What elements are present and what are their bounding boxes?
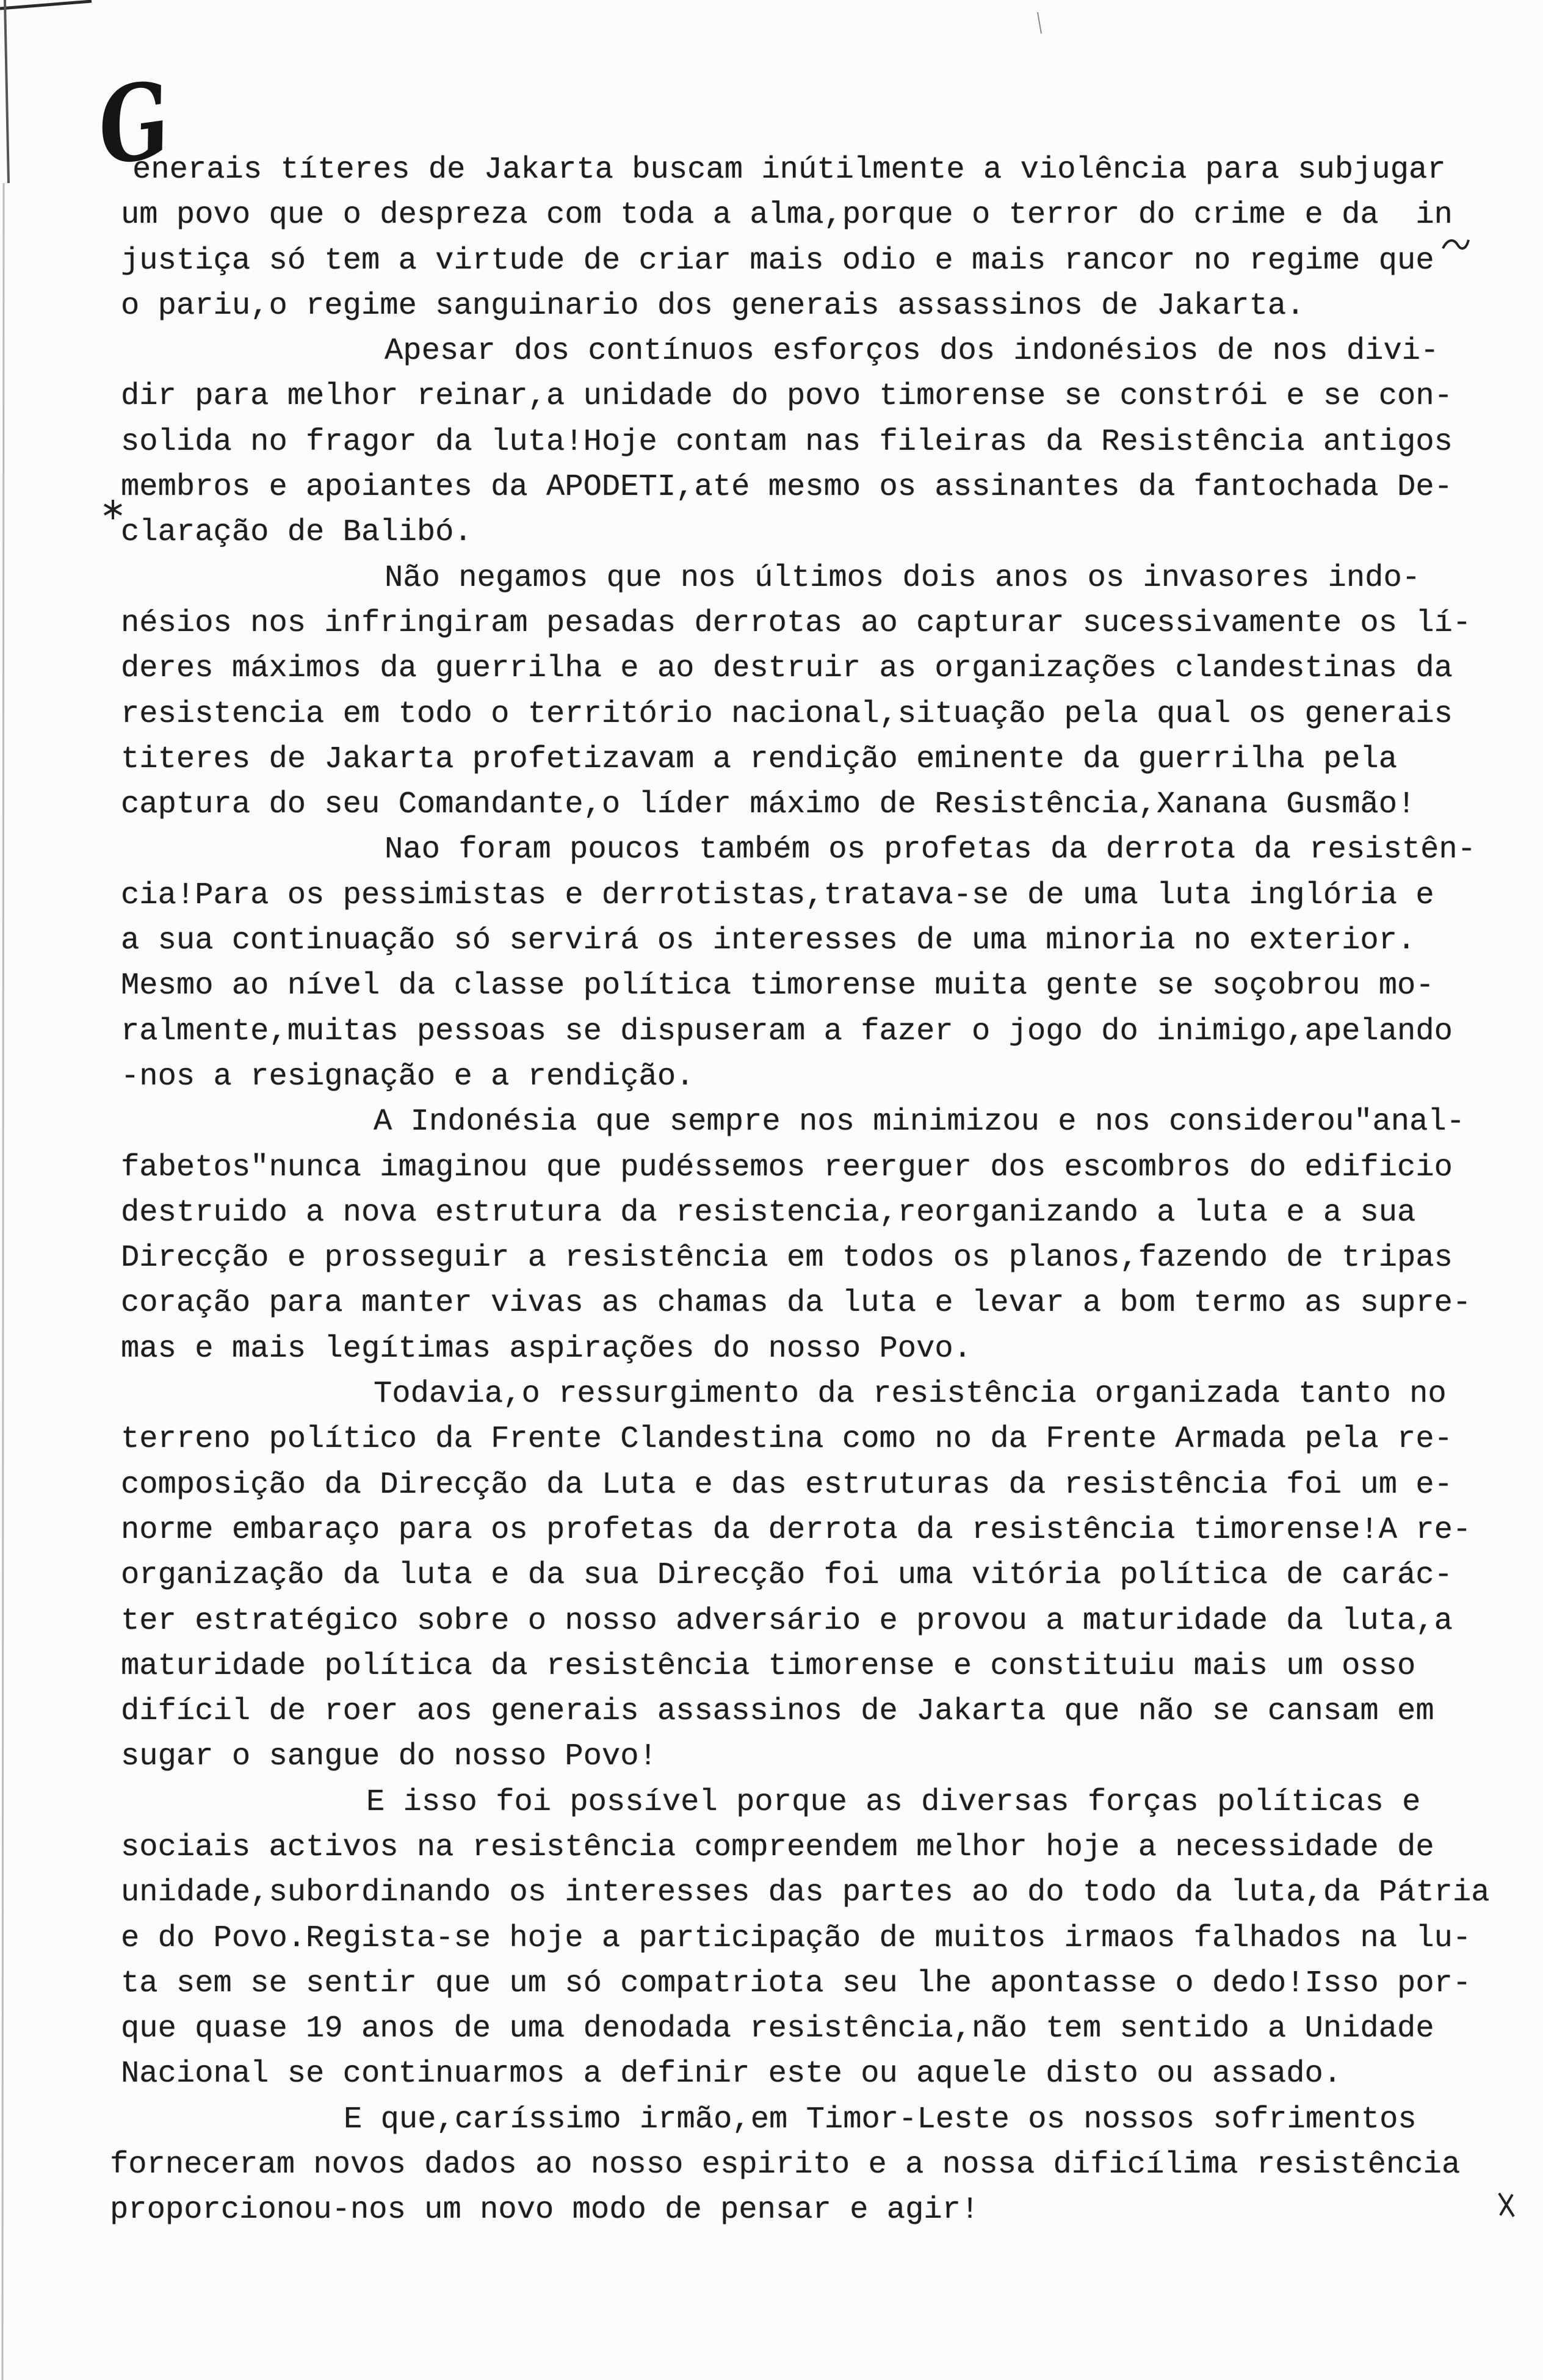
paragraph — [121, 148, 1525, 329]
text-line: ta sem se sentir que um só compatriota seu lhe apontasse o dedo!Isso por- — [121, 1966, 1472, 2001]
text-line: A Indonésia que sempre nos minimizou e nos considerou"anal- — [374, 1105, 1465, 1140]
paragraph — [121, 556, 1525, 828]
text-line: que quase 19 anos de uma denodada resistência,não tem sentido a Unidade — [121, 2011, 1434, 2047]
text-line: solida no fragor da luta!Hoje contam nas fileiras da Resistência antigos — [121, 424, 1453, 460]
text-line: justiça só tem a virtude de criar mais odio e mais rancor no regime que — [121, 243, 1434, 278]
handwritten-initial: G — [90, 59, 175, 189]
text-line: cia!Para os pessimistas e derrotistas,tratava-se de uma luta inglória e — [121, 878, 1434, 913]
text-line: difícil de roer aos generais assassinos de Jakarta que não se cansam em — [121, 1694, 1434, 1729]
text-line: membros e apoiantes da APODETI,até mesmo os assinantes da fantochada De- — [121, 470, 1453, 505]
text-line: Nacional se continuarmos a definir este ou aquele disto ou assado. — [121, 2057, 1342, 2092]
text-line: proporcionou-nos um novo modo de pensar e agir! — [110, 2193, 980, 2228]
text-line: deres máximos da guerrilha e ao destruir as organizações clandestinas da — [121, 651, 1453, 687]
text-line: dir para melhor reinar,a unidade do povo timorense se constrói e se con- — [121, 379, 1453, 414]
text-line: mas e mais legítimas aspirações do nosso Povo. — [121, 1331, 972, 1366]
paragraph — [121, 1780, 1525, 2097]
text-line: Nao foram poucos também os profetas da derrota da resistên- — [385, 832, 1476, 868]
document-body — [110, 148, 1525, 2234]
text-line: um povo que o despreza com toda a alma,porque o terror do crime e da in — [121, 198, 1453, 233]
text-line: E que,caríssimo irmão,em Timor-Leste os nossos sofrimentos — [344, 2102, 1417, 2137]
text-line: nésios nos infringiram pesadas derrotas ao capturar sucessivamente os lí- — [121, 605, 1472, 641]
text-line: unidade,subordinando os interesses das partes ao do todo da luta,da Pátria — [121, 1875, 1490, 1911]
text-line: claração de Balibó. — [121, 515, 472, 550]
text-line: norme embaraço para os profetas da derrota da resistência timorense!A re- — [121, 1512, 1472, 1548]
text-line: sugar o sangue do nosso Povo! — [121, 1739, 657, 1775]
text-line: Todavia,o ressurgimento da resistência organizada tanto no — [374, 1377, 1447, 1412]
paragraph — [121, 1372, 1525, 1780]
paragraph — [121, 1100, 1525, 1372]
text-line: E isso foi possível porque as diversas forças políticas e — [366, 1784, 1421, 1820]
text-line: o pariu,o regime sanguinario dos generais assassinos de Jakarta. — [121, 288, 1305, 323]
paragraph — [121, 329, 1525, 555]
text-line: Apesar dos contínuos esforços dos indonésios de nos divi- — [385, 334, 1439, 369]
text-line: resistencia em todo o território nacional,situação pela qual os generais — [121, 696, 1453, 732]
text-line: Não negamos que nos últimos dois anos os invasores indo- — [385, 560, 1421, 596]
text-line: -nos a resignação e a rendição. — [121, 1059, 695, 1094]
text-line: composição da Direcção da Luta e das estruturas da resistência foi um e- — [121, 1467, 1453, 1502]
text-line: e do Povo.Regista-se hoje a participação de muitos irmaos falhados na lu- — [121, 1920, 1472, 1956]
text-line: a sua continuação só servirá os interesses de uma minoria no exterior. — [121, 923, 1416, 959]
paragraph — [121, 828, 1525, 1100]
text-line: organização da luta e da sua Direcção foi uma vitória política de carác- — [121, 1558, 1453, 1593]
text-line: sociais activos na resistência compreendem melhor hoje a necessidade de — [121, 1830, 1434, 1865]
text-line: maturidade política da resistência timorense e constituiu mais um osso — [121, 1648, 1416, 1684]
text-line: terreno político da Frente Clandestina como no da Frente Armada pela re- — [121, 1422, 1453, 1457]
text-line: destruido a nova estrutura da resistencia,reorganizando a luta e a sua — [121, 1195, 1416, 1230]
text-line: ralmente,muitas pessoas se dispuseram a fazer o jogo do inimigo,apelando — [121, 1014, 1453, 1049]
text-line: enerais títeres de Jakarta buscam inútilmente a violência para subjugar — [132, 153, 1446, 187]
text-line: coração para manter vivas as chamas da luta e levar a bom termo as supre- — [121, 1286, 1472, 1321]
text-line: titeres de Jakarta profetizavam a rendição eminente da guerrilha pela — [121, 741, 1398, 777]
text-line: Mesmo ao nível da classe política timorense muita gente se soçobrou mo- — [121, 968, 1434, 1004]
text-line: fabetos"nunca imaginou que pudéssemos reerguer dos escombros do edificio — [121, 1150, 1453, 1185]
paragraph — [110, 2097, 1525, 2234]
text-line: Direcção e prosseguir a resistência em todos os planos,fazendo de tripas — [121, 1241, 1453, 1276]
text-line: forneceram novos dados ao nosso espirito e a nossa dificílima resistência — [110, 2147, 1461, 2183]
text-line: captura do seu Comandante,o líder máximo de Resistência,Xanana Gusmão! — [121, 787, 1416, 823]
text-line: ter estratégico sobre o nosso adversário e provou a maturidade da luta,a — [121, 1603, 1453, 1639]
